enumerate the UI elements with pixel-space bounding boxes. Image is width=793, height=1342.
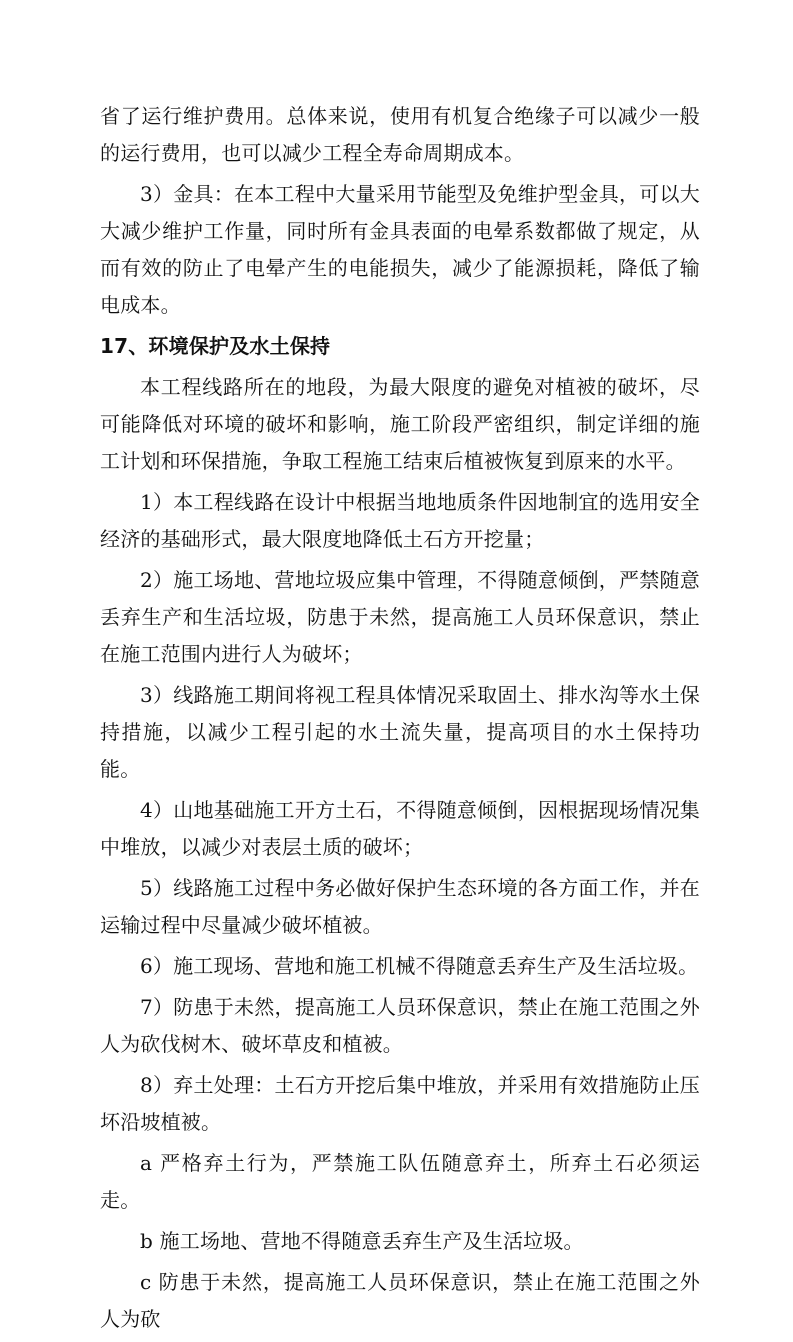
paragraph-item-b: b 施工场地、营地不得随意丢弃生产及生活垃圾。 xyxy=(140,1229,584,1253)
paragraph-item-2: 2）施工场地、营地垃圾应集中管理，不得随意倾倒，严禁随意丢弃生产和生活垃圾，防患于未然，提高施工人员环保意识，禁止在施工范围内进行人为破坏； xyxy=(100,568,700,666)
paragraph-item-a: a 严格弃土行为，严禁施工队伍随意弃土，所弃土石必须运走。 xyxy=(100,1151,700,1212)
paragraph-item-3: 3）线路施工期间将视工程具体情况采取固土、排水沟等水土保持措施，以减少工程引起的水土流失量，提高项目的水土保持功能。 xyxy=(100,683,700,781)
paragraph-item-7: 7）防患于未然，提高施工人员环保意识，禁止在施工范围之外人为砍伐树木、破坏草皮和植被。 xyxy=(100,995,700,1056)
paragraph-item-6: 6）施工现场、营地和施工机械不得随意丢弃生产及生活垃圾。 xyxy=(140,954,699,978)
paragraph-fittings: 3）金具：在本工程中大量采用节能型及免维护型金具，可以大大减少维护工作量，同时所有金具表面的电晕系数都做了规定，从而有效的防止了电晕产生的电能损失，减少了能源损耗，降低了输电成本。 xyxy=(100,182,700,317)
paragraph-item-4: 4）山地基础施工开方土石，不得随意倾倒，因根据现场情况集中堆放，以减少对表层土质的破坏； xyxy=(100,798,700,859)
paragraph-item-5: 5）线路施工过程中务必做好保护生态环境的各方面工作，并在运输过程中尽量减少破坏植被。 xyxy=(100,876,700,937)
document-body xyxy=(100,98,700,1342)
section-heading: 17、环境保护及水土保持 xyxy=(100,334,331,358)
paragraph-intro: 本工程线路所在的地段，为最大限度的避免对植被的破坏，尽可能降低对环境的破坏和影响，施工阶段严密组织，制定详细的施工计划和环保措施，争取工程施工结束后植被恢复到原来的水平。 xyxy=(100,375,700,473)
paragraph-continuation: 省了运行维护费用。总体来说，使用有机复合绝缘子可以减少一般的运行费用，也可以减少工程全寿命周期成本。 xyxy=(100,104,700,165)
paragraph-item-8: 8）弃土处理：土石方开挖后集中堆放，并采用有效措施防止压坏沿坡植被。 xyxy=(100,1073,700,1134)
paragraph-item-c: c 防患于未然，提高施工人员环保意识，禁止在施工范围之外人为砍 xyxy=(100,1270,700,1331)
paragraph-item-1: 1）本工程线路在设计中根据当地地质条件因地制宜的选用安全经济的基础形式，最大限度地降低土石方开挖量； xyxy=(100,490,700,551)
